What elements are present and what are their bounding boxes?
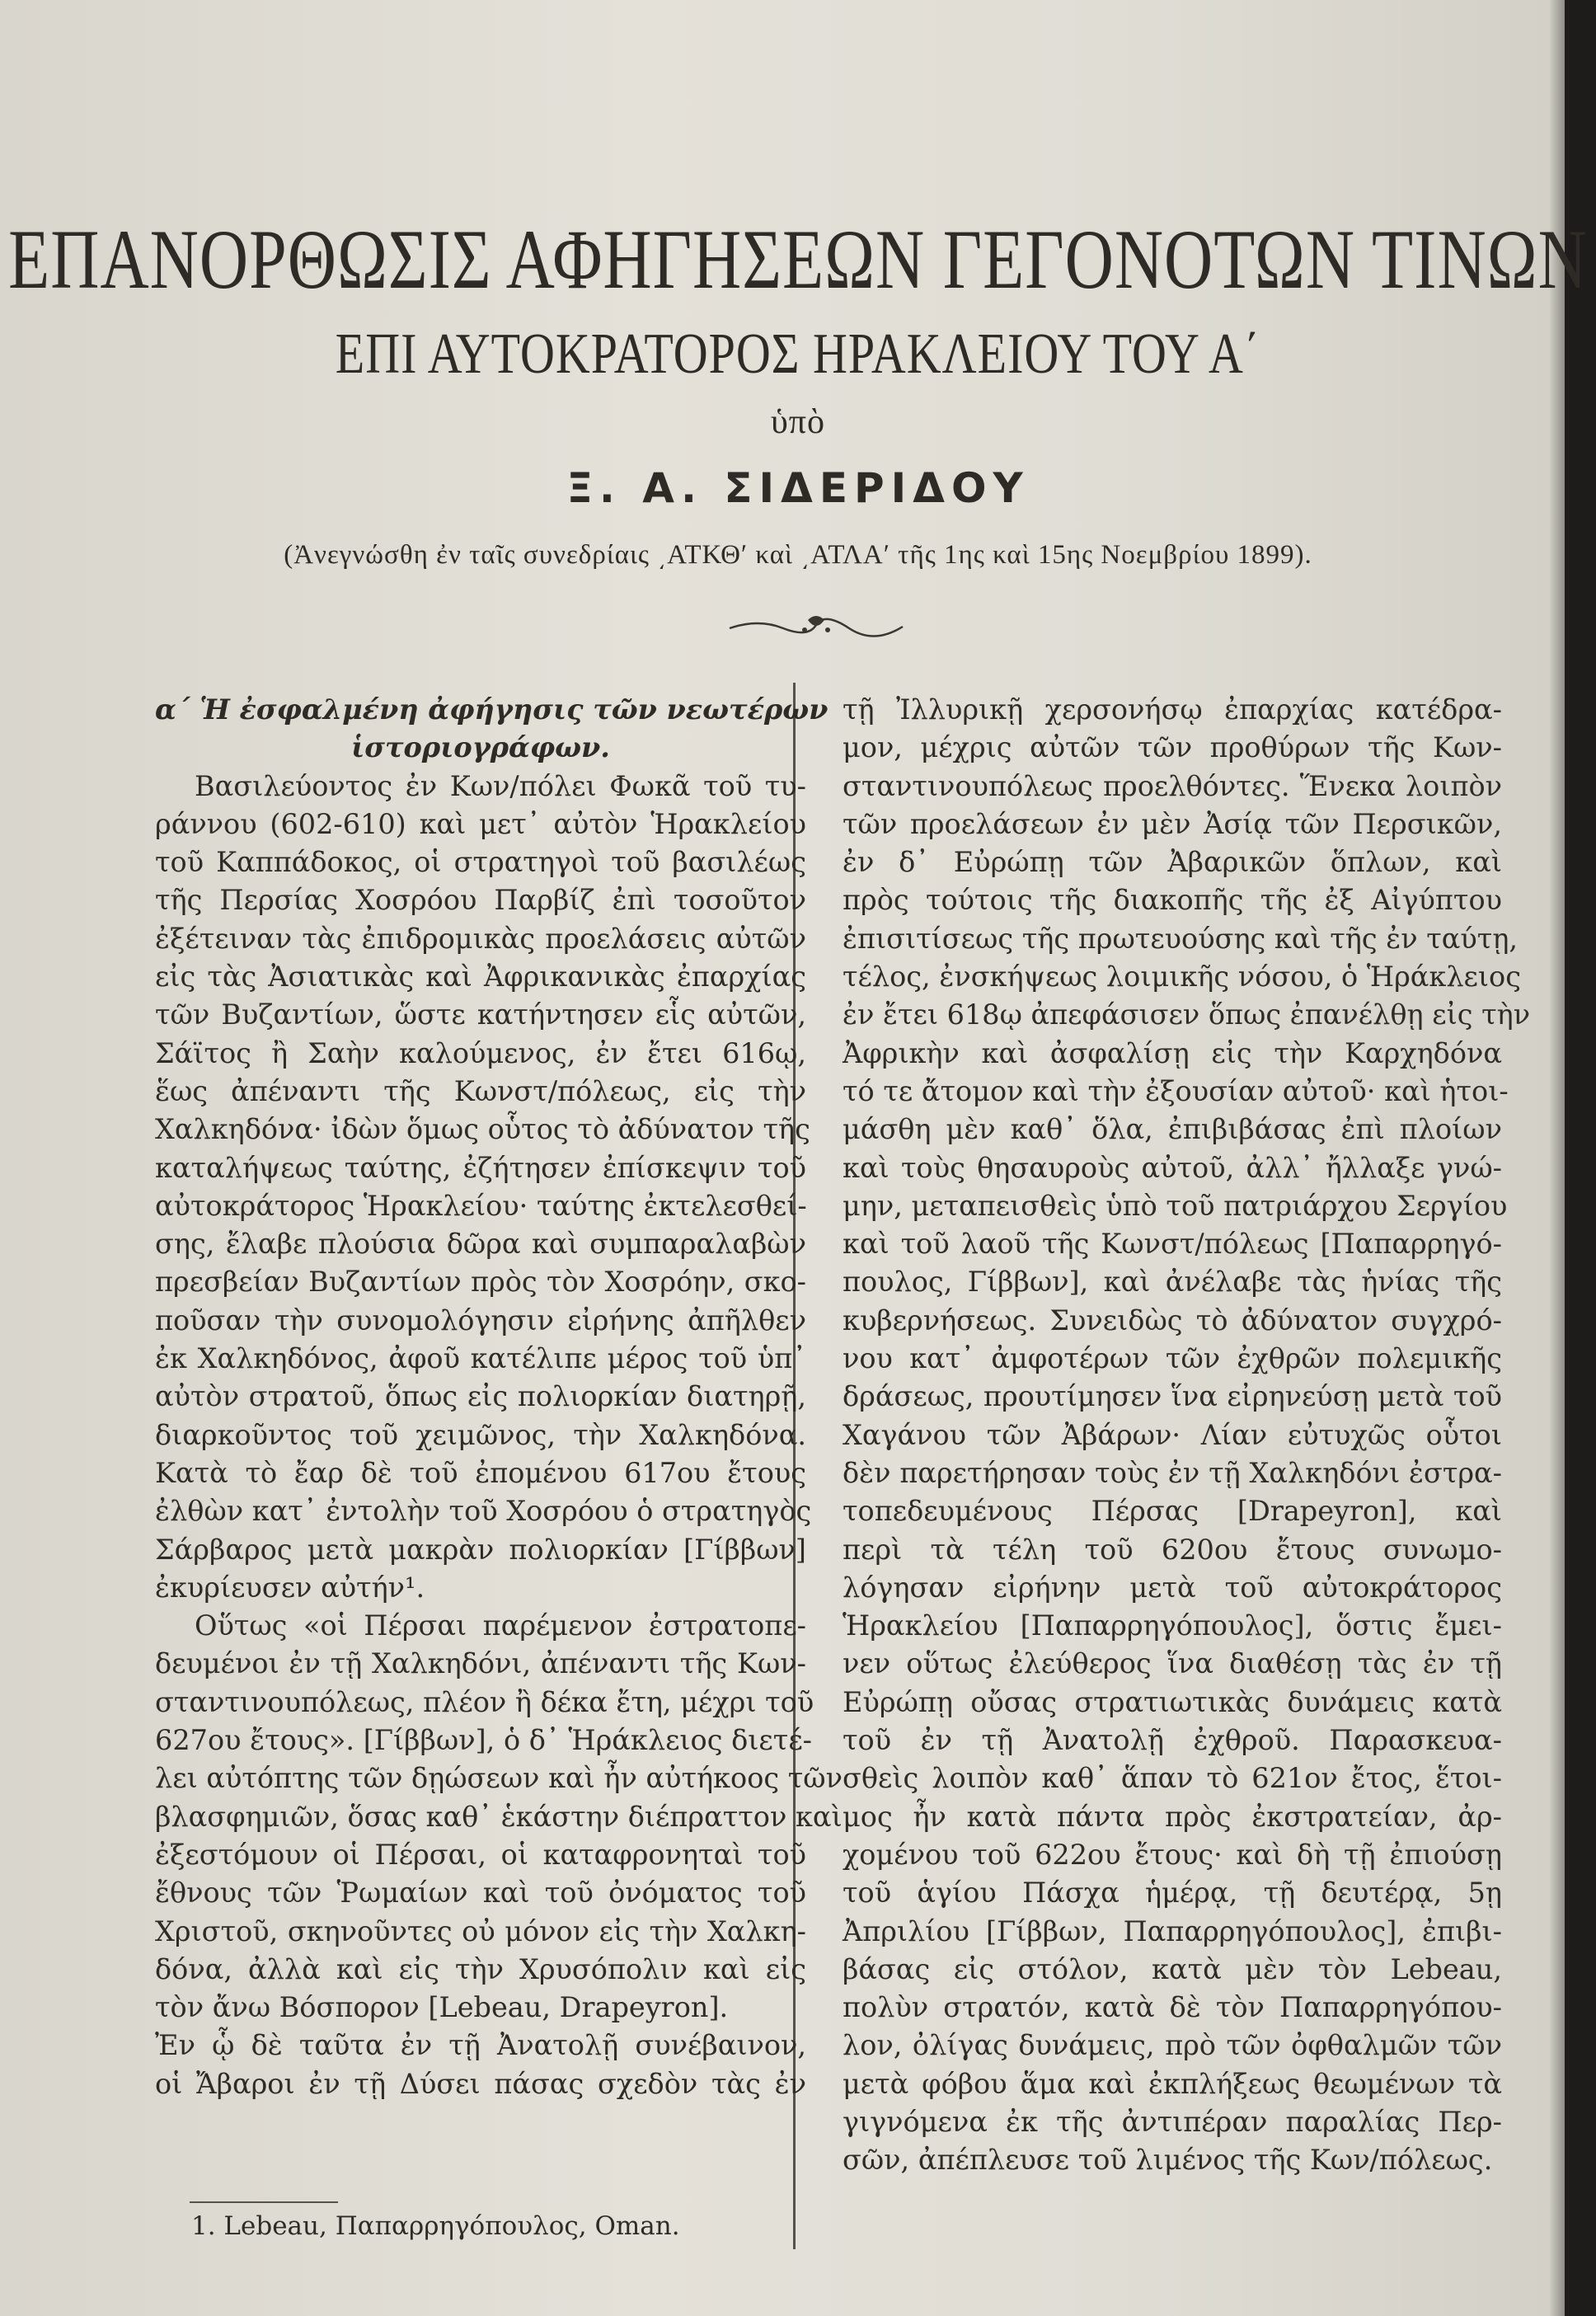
reading-note: (Ἀνεγνώσθη ἐν ταῖς συνεδρίαις ͵ΑΤΚΘʹ καὶ ͵ΑΤΛΑʹ τῆς 1ης καὶ 15ης Νοεμβρίου 1899). (284, 540, 1312, 570)
text-line: α΄ Ἡ ἐσφαλμένη ἀφήγησις τῶν νεωτέρων (155, 693, 829, 726)
text-line: βλασφημιῶν, ὅσας καθ᾽ ἑκάστην διέπραττον καὶ (155, 1800, 843, 1833)
text-line: καὶ τοῦ λαοῦ τῆς Κωνστ/πόλεως [Παπαρρηγό- (843, 1228, 1502, 1261)
text-line: πολὺν στρατόν, κατὰ δὲ τὸν Παπαρρηγόπου- (843, 1991, 1502, 2024)
text-line: περὶ τὰ τέλη τοῦ 620ου ἔτους συνωμο- (843, 1533, 1502, 1566)
text-line: τοῦ ἐν τῇ Ἀνατολῇ ἐχθροῦ. Παρασκευα- (843, 1724, 1502, 1757)
text-line: δὲν παρετήρησαν τοὺς ἐν τῇ Χαλκηδόνι ἐστρα- (843, 1456, 1502, 1489)
text-line: ἔθνους τῶν Ῥωμαίων καὶ τοῦ ὀνόματος τοῦ (155, 1877, 806, 1910)
text-line: ἐλθὼν κατ᾽ ἐντολὴν τοῦ Χοσρόου ὁ στρατηγὸς (155, 1495, 812, 1528)
text-line: μος ἦν κατὰ πάντα πρὸς ἐκστρατείαν, ἀρ- (843, 1800, 1502, 1833)
text-line: Κατὰ τὸ ἔαρ δὲ τοῦ ἐπομένου 617ου ἔτους (155, 1456, 806, 1489)
text-line: τῆς Περσίας Χοσρόου Παρβίζ ἐπὶ τοσοῦτον (155, 884, 806, 917)
text-line: σταντινουπόλεως, πλέον ἢ δέκα ἔτη, μέχρι τοῦ (155, 1685, 814, 1718)
text-line: σταντινουπόλεως προελθόντες. Ἕνεκα λοιπὸν (843, 769, 1502, 802)
text-line: σης, ἔλαβε πλούσια δῶρα καὶ συμπαραλαβὼν (155, 1228, 806, 1261)
text-line: τοῦ ἁγίου Πάσχα ἡμέρᾳ, τῇ δευτέρᾳ, 5ῃ (843, 1877, 1502, 1910)
text-line: ποῦσαν τὴν συνομολόγησιν εἰρήνης ἀπῆλθεν (155, 1304, 806, 1337)
text-line: Ἡρακλείου [Παπαρρηγόπουλος], ὅστις ἔμει- (843, 1609, 1502, 1642)
text-line: χομένου τοῦ 622ου ἔτους· καὶ δὴ τῇ ἐπιούσῃ (843, 1838, 1502, 1871)
ornament-divider-icon (725, 610, 907, 643)
text-line: Χριστοῦ, σκηνοῦντες οὐ μόνον εἰς τὴν Χαλκη- (155, 1914, 806, 1947)
text-line: τῶν προελάσεων ἐν μὲν Ἀσίᾳ τῶν Περσικῶν, (843, 807, 1502, 840)
text-line: καταλήψεως ταύτης, ἐζήτησεν ἐπίσκεψιν τοῦ (155, 1151, 806, 1184)
text-line: νεν οὕτως ἐλεύθερος ἵνα διαθέσῃ τὰς ἐν τῇ (843, 1647, 1502, 1680)
text-line: Βασιλεύοντος ἐν Κων/πόλει Φωκᾶ τοῦ τυ- (195, 769, 806, 802)
text-line: Σάϊτος ἢ Σαὴν καλούμενος, ἐν ἔτει 616ῳ, (155, 1036, 806, 1069)
text-line: μην, μεταπεισθεὶς ὑπὸ τοῦ πατριάρχου Σεργίου (843, 1189, 1508, 1222)
right-column (843, 691, 1531, 2180)
text-line: καὶ τοὺς θησαυροὺς αὐτοῦ, ἀλλ᾽ ἤλλαξε γνώ- (843, 1151, 1502, 1184)
text-line: Χαλκηδόνα· ἰδὼν ὅμως οὗτος τὸ ἀδύνατον τῆς (155, 1113, 810, 1146)
text-line: δράσεως, προυτίμησεν ἵνα εἰρηνεύσῃ μετὰ τοῦ (843, 1380, 1502, 1413)
text-line: ἐν ἔτει 618ῳ ἀπεφάσισεν ὅπως ἐπανέλθῃ εἰς τὴν (843, 998, 1531, 1031)
text-line: ἱστοριογράφων. (351, 731, 610, 764)
byline-word: ὑπὸ (771, 403, 825, 441)
text-line: Χαγάνου τῶν Ἀβάρων· Λίαν εὐτυχῶς οὗτοι (843, 1418, 1502, 1451)
text-line: λον, ὀλίγας δυνάμεις, πρὸ τῶν ὀφθαλμῶν τῶν (843, 2029, 1502, 2062)
text-line: ἐν δ᾽ Εὐρώπῃ τῶν Ἀβαρικῶν ὅπλων, καὶ (843, 846, 1502, 879)
text-line: 627ου ἔτους». [Γίββων], ὁ δ᾽ Ἡράκλειος διετέ- (155, 1724, 812, 1757)
text-line: σῶν, ἀπέπλευσε τοῦ λιμένος τῆς Κων/πόλεως. (843, 2144, 1493, 2177)
text-line: πρεσβείαν Βυζαντίων πρὸς τὸν Χοσρόην, σκο- (155, 1266, 806, 1299)
text-line: μετὰ φόβου ἅμα καὶ ἐκπλήξεως θεωμένων τὰ (843, 2067, 1502, 2100)
footnote-rule (190, 2201, 338, 2203)
text-line: τοῦ Καππάδοκος, οἱ στρατηγοὶ τοῦ βασιλέως (155, 846, 806, 879)
text-line: ἐπισιτίσεως τῆς πρωτευούσης καὶ τῆς ἐν ταύτῃ, (843, 922, 1519, 955)
text-line: τέλος, ἐνσκήψεως λοιμικῆς νόσου, ὁ Ἡράκλειος (843, 961, 1521, 994)
text-line: ἐκυρίευσεν αὐτήν¹. (155, 1571, 425, 1604)
text-line: κυβερνήσεως. Συνειδὼς τὸ ἀδύνατον συγχρό- (843, 1304, 1502, 1337)
text-line: ἕως ἀπέναντι τῆς Κωνστ/πόλεως, εἰς τὴν (155, 1074, 806, 1107)
footnote: 1. Lebeau, Παπαρρηγόπουλος, Oman. (191, 2211, 680, 2241)
text-line: ἐξέτειναν τὰς ἐπιδρομικὰς προελάσεις αὐτῶν (155, 922, 806, 955)
text-line: λόγησαν εἰρήνην μετὰ τοῦ αὐτοκράτορος (843, 1571, 1502, 1604)
text-line: τό τε ἄτομον καὶ τὴν ἐξουσίαν αὐτοῦ· καὶ ἡτοι- (843, 1074, 1509, 1107)
text-line: Ἀπριλίου [Γίββων, Παπαρρηγόπουλος], ἐπιβι- (843, 1914, 1502, 1947)
text-line: πρὸς τούτοις τῆς διακοπῆς τῆς ἐξ Αἰγύπτου (843, 884, 1502, 917)
text-line: γιγνόμενα ἐκ τῆς ἀντιπέραν παραλίας Περ- (843, 2105, 1502, 2138)
text-line: τοπεδευμένους Πέρσας [Drapeyron], καὶ (843, 1495, 1502, 1528)
text-line: Ἀφρικὴν καὶ ἀσφαλίσῃ εἰς τὴν Καρχηδόνα (843, 1036, 1502, 1069)
text-line: Σάρβαρος μετὰ μακρὰν πολιορκίαν [Γίββων] (155, 1533, 806, 1566)
text-line: τῶν Βυζαντίων, ὥστε κατήντησεν εἷς αὐτῶν, (155, 998, 806, 1031)
text-line: διαρκοῦντος τοῦ χειμῶνος, τὴν Χαλκηδόνα. (155, 1418, 806, 1451)
text-line: σθεὶς λοιπὸν καθ᾽ ἅπαν τὸ 621ον ἔτος, ἕτοι- (843, 1762, 1502, 1795)
text-line: δευμένοι ἐν τῇ Χαλκηδόνι, ἀπέναντι τῆς Κων- (155, 1647, 806, 1680)
text-line: τῇ Ἰλλυρικῇ χερσονήσῳ ἐπαρχίας κατέδρα- (843, 693, 1502, 726)
article-title: ΕΠΑΝΟΡΘΩΣΙΣ ΑΦΗΓΗΣΕΩΝ ΓΕΓΟΝΟΤΩΝ ΤΙΝΩΝ (8, 212, 1588, 307)
author-name: Ξ. Α. ΣΙΔΕΡΙΔΟΥ (566, 464, 1030, 512)
article-subtitle: ΕΠΙ ΑΥΤΟΚΡΑΤΟΡΟΣ ΗΡΑΚΛΕΙΟΥ ΤΟΥ Α΄ (335, 321, 1261, 386)
text-line: βάσας εἰς στόλον, κατὰ μὲν τὸν Lebeau, (843, 1952, 1502, 1985)
text-line: Εὐρώπῃ οὔσας στρατιωτικὰς δυνάμεις κατὰ (843, 1685, 1502, 1718)
text-line: οἱ Ἄβαροι ἐν τῇ Δύσει πάσας σχεδὸν τὰς ἐν (155, 2067, 806, 2100)
text-line: Οὕτως «οἱ Πέρσαι παρέμενον ἐστρατοπε- (195, 1609, 806, 1642)
left-column (155, 691, 843, 2103)
text-line: τὸν ἄνω Βόσπορον [Lebeau, Drapeyron]. (155, 1991, 729, 2024)
text-line: Ἐν ᾧ δὲ ταῦτα ἐν τῇ Ἀνατολῇ συνέβαινον, (155, 2029, 806, 2062)
text-line: εἰς τὰς Ἀσιατικὰς καὶ Ἀφρικανικὰς ἐπαρχίας (155, 961, 806, 994)
text-line: πουλος, Γίββων], καὶ ἀνέλαβε τὰς ἡνίας τῆς (843, 1266, 1502, 1299)
text-line: μάσθη μὲν καθ᾽ ὅλα, ἐπιβιβάσας ἐπὶ πλοίων (843, 1113, 1502, 1146)
text-line: ράννου (602-610) καὶ μετ᾽ αὐτὸν Ἡρακλείου (155, 807, 806, 840)
text-line: αὐτοκράτορος Ἡρακλείου· ταύτης ἐκτελεσθεί- (155, 1189, 807, 1222)
text-line: αὐτὸν στρατοῦ, ὅπως εἰς πολιορκίαν διατηρῇ, (155, 1380, 806, 1413)
text-line: ἐξεστόμουν οἱ Πέρσαι, οἱ καταφρονηταὶ τοῦ (155, 1838, 806, 1871)
text-line: λει αὐτόπτης τῶν δῃώσεων καὶ ἦν αὐτήκοος τῶν (155, 1762, 843, 1795)
text-line: μον, μέχρις αὐτῶν τῶν προθύρων τῆς Κων- (843, 731, 1502, 764)
text-line: νου κατ᾽ ἀμφοτέρων τῶν ἐχθρῶν πολεμικῆς (843, 1342, 1502, 1375)
text-line: δόνα, ἀλλὰ καὶ εἰς τὴν Χρυσόπολιν καὶ εἰς (155, 1952, 806, 1985)
text-line: ἐκ Χαλκηδόνος, ἀφοῦ κατέλιπε μέρος τοῦ ὑπ᾽ (155, 1342, 806, 1375)
